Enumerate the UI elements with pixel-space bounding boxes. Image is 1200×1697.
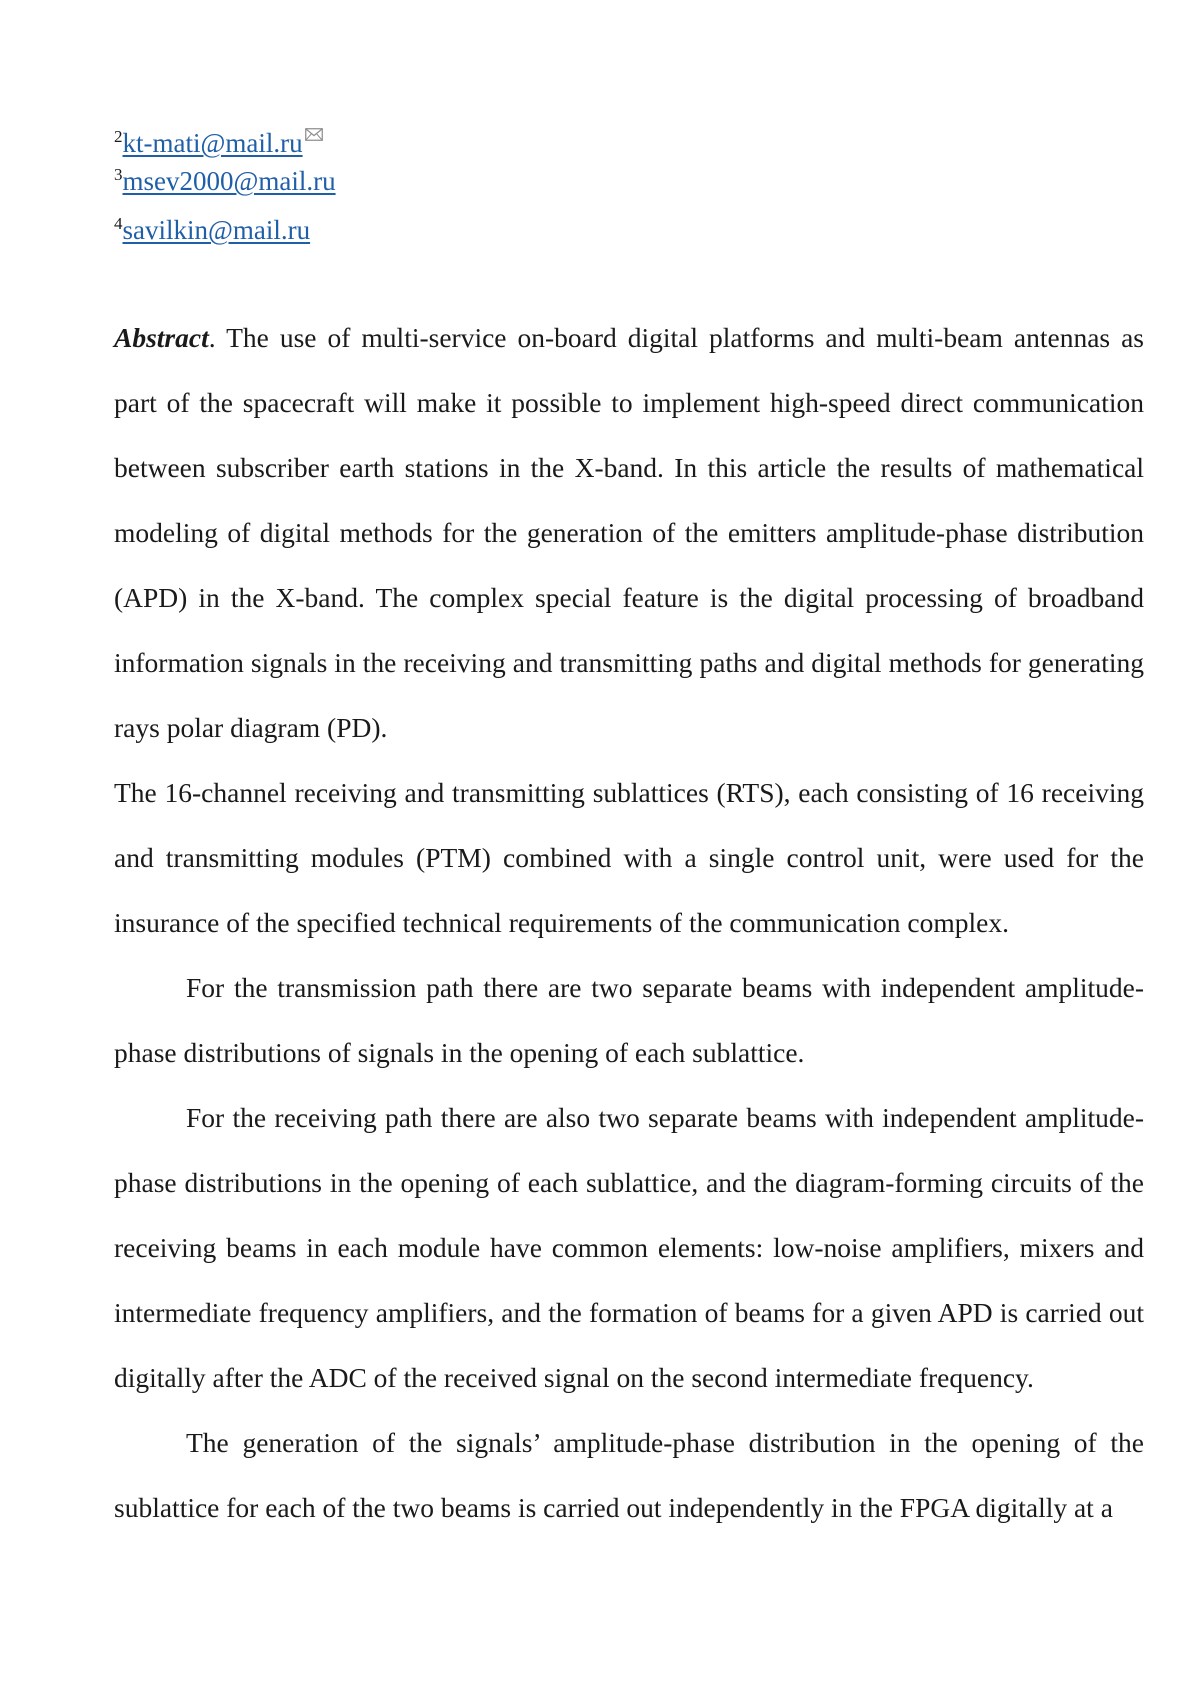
abstract-label: Abstract [114,322,209,353]
email-index: 2 [114,127,123,146]
author-email-3 [114,157,1144,206]
email-index: 3 [114,165,123,184]
body-paragraph: For the receiving path there are also two separate beams with independent amplitude-phase distributions in the opening of each sublattice, and the diagram-forming circuits of the receiving beams in each module have common elements: low-noise amplifiers, mixers and intermediate frequency amplifiers, and the formation of beams for a given APD is carried out digitally after the ADC of the received signal on the second intermediate frequency. [114,1102,1144,1393]
body-paragraph: The 16-channel receiving and transmitting sublattices (RTS), each consisting of 16 receiving and transmitting modules (PTM) combined with a single control unit, were used for the insurance of the specified technical requirements of the communication complex. [114,777,1144,938]
author-email-list [114,108,1144,255]
paper-page [114,108,1144,1540]
abstract-text: . The use of multi-service on-board digital platforms and multi-beam antennas as part of the spacecraft will make it possible to implement high-speed direct communication between subscriber earth stations in the X-band. In this article the results of mathematical modeling of digital methods for the generation of the emitters amplitude-phase distribution (APD) in the X-band. The complex special feature is the digital processing of broadband information signals in the receiving and transmitting paths and digital methods for generating rays polar diagram (PD). [114,322,1144,743]
abstract-paragraph [114,305,1144,760]
email-link[interactable]: kt-mati@mail.ru [122,128,303,158]
body-paragraph: The generation of the signals’ amplitude-phase distribution in the opening of the sublattice for each of the two beams is carried out independently in the FPGA digitally at a [114,1427,1144,1523]
author-email-4 [114,206,1144,255]
author-email-2 [114,108,1144,157]
email-link[interactable]: msev2000@mail.ru [122,166,336,196]
envelope-icon[interactable] [305,108,323,157]
body-paragraph: For the transmission path there are two separate beams with independent amplitude-phase distributions of signals in the opening of each sublattice. [114,972,1144,1068]
abstract-section [114,305,1144,1540]
email-index: 4 [114,214,123,233]
email-link[interactable]: savilkin@mail.ru [122,215,311,245]
